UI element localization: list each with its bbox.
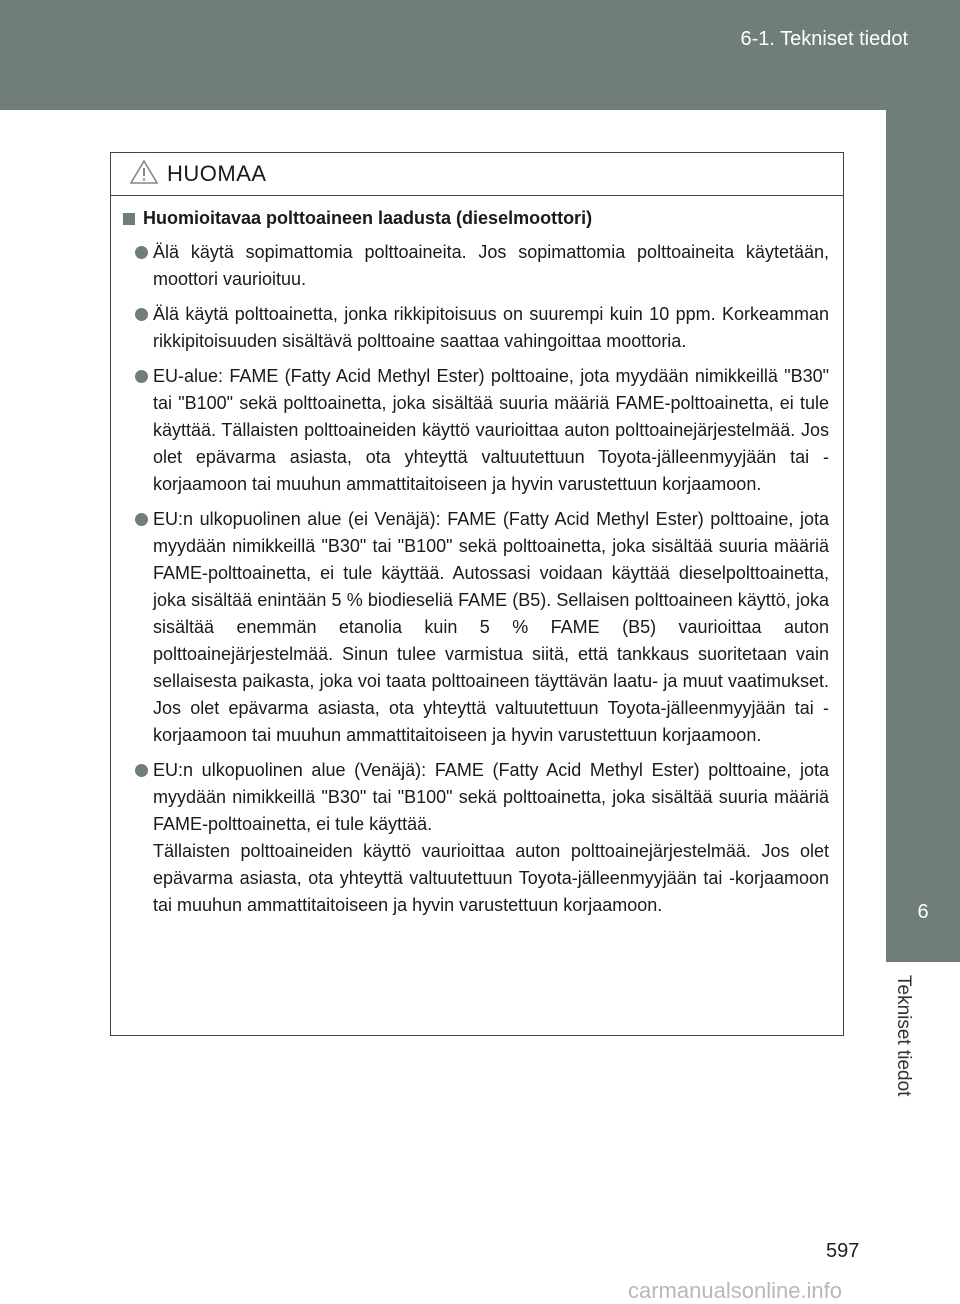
list-item-text: Älä käytä polttoainetta, jonka rikkipitoisuus on suurempi kuin 10 ppm. Korkeamman rikkipitoisuuden sisältävä polttoaine saattaa vahingoittaa moottoria.: [153, 304, 829, 351]
bullet-dot-icon: [135, 764, 148, 777]
watermark: carmanualsonline.info: [628, 1278, 843, 1303]
section-title: 6-1. Tekniset tiedot: [740, 28, 908, 50]
section-heading-text: Huomioitavaa polttoaineen laadusta (dieselmoottori): [143, 208, 593, 228]
list-item-text: EU-alue: FAME (Fatty Acid Methyl Ester) polttoaine, jota myydään nimikkeillä "B30" tai "B100" sekä polttoainetta, joka sisältää suuria määriä FAME-polttoainetta, ei tule käyttää. Tällaisten polttoaineiden käyttö vaurioittaa auton polttoainejärjestelmää. Jos olet epävarma asiasta, ota yhteyttä valtuutettuun Toyota-jälleenmyyjään tai -korjaamoon tai muuhun ammattitaitoiseen ja hyvin varustettuun korjaamoon.: [153, 366, 829, 494]
notice-title: HUOMAA: [167, 161, 267, 186]
list-item-text: EU:n ulkopuolinen alue (ei Venäjä): FAME (Fatty Acid Methyl Ester) polttoaine, jota myydään nimikkeillä "B30" tai "B100" sekä polttoainetta, joka sisältää suuria määriä FAME-polttoainetta, ei tule käyttää. Autossasi voidaan käyttää dieselpolttoainetta, joka sisältää enintään 5 % biodieseliä FAME (B5). Sellaisen polttoaineen käyttö, joka sisältää enemmän etanolia kuin 5 % FAME (B5) vaurioittaa auton polttoainejärjestelmää. Sinun tulee varmistua siitä, että tankkaus suoritetaan vain sellaisesta paikasta, joka voi taata polttoaineen täyttävän laatu- ja muut vaatimukset. Jos olet epävarma asiasta, ota yhteyttä valtuutettuun Toyota-jälleenmyyjään tai -korjaamoon tai muuhun ammattitaitoiseen ja hyvin varustettuun korjaamoon.: [153, 509, 829, 745]
chapter-label: Tekniset tiedot: [893, 975, 914, 1097]
notice-body: [111, 196, 843, 919]
side-tab-band: [886, 110, 960, 862]
chapter-number: 6: [886, 862, 960, 962]
notice-header: [111, 153, 843, 196]
page-number: 597: [826, 1240, 860, 1262]
bullet-dot-icon: [135, 513, 148, 526]
bullet-dot-icon: [135, 370, 148, 383]
list-item-text: EU:n ulkopuolinen alue (Venäjä): FAME (Fatty Acid Methyl Ester) polttoaine, jota myydään nimikkeillä "B30" tai "B100" sekä polttoainetta, joka sisältää suuria määriä FAME-polttoainetta, ei tule käyttää.: [153, 760, 829, 834]
warning-triangle-icon: [129, 159, 159, 190]
list-item: [123, 239, 829, 293]
list-item: [123, 506, 829, 749]
list-item: [123, 757, 829, 919]
bullet-dot-icon: [135, 246, 148, 259]
list-item-text: Tällaisten polttoaineiden käyttö vaurioittaa auton polttoainejärjestelmää. Jos olet epävarma asiasta, ota yhteyttä valtuutettuun Toyota-jälleenmyyjään tai -korjaamoon tai muuhun ammattitaitoiseen ja hyvin varustettuun korjaamoon.: [153, 841, 829, 915]
list-item: [123, 301, 829, 355]
list-item-text: Älä käytä sopimattomia polttoaineita. Jos sopimattomia polttoaineita käytetään, moottori vaurioituu.: [153, 242, 829, 289]
notice-items: [123, 239, 829, 919]
list-item: [123, 363, 829, 498]
section-heading: [123, 208, 829, 229]
square-bullet-icon: [123, 213, 135, 225]
header-band: [0, 0, 960, 110]
bullet-dot-icon: [135, 308, 148, 321]
notice-box: [110, 152, 844, 1036]
